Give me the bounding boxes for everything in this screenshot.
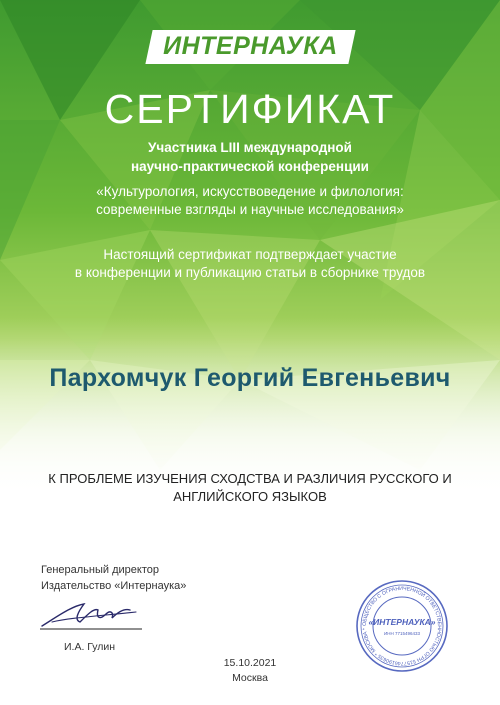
publisher-logo [0,30,500,64]
organization-stamp [354,578,450,674]
participant-line-2: научно-практической конференции [131,159,369,174]
director-name: И.А. Гулин [64,641,116,653]
conference-line-1: «Культурология, искусствоведение и филология: [96,184,404,199]
confirmation-line-1: Настоящий сертификат подтверждает участие [103,247,397,262]
director-organization: Издательство «Интернаука» [41,580,187,592]
stamp-center-text: «ИНТЕРНАУКА» [368,617,436,627]
logo-text: ИНТЕРНАУКА [162,32,338,60]
issue-city: Москва [232,672,268,684]
issue-date: 15.10.2021 [223,657,277,669]
director-block [41,562,186,594]
recipient-name: Пархомчук Георгий Евгеньевич [49,364,451,392]
director-signature [38,598,148,638]
article-title-line-1: К ПРОБЛЕМЕ ИЗУЧЕНИЯ СХОДСТВА И РАЗЛИЧИЯ РУССКОГО И [48,471,452,486]
certificate-title: СЕРТИФИКАТ [104,86,396,132]
article-title-line-2: АНГЛИЙСКОГО ЯЗЫКОВ [173,489,327,504]
stamp-inn-text: ИНН 7715496433 [383,631,421,636]
confirmation-line-2: в конференции и публикацию статьи в сборнике трудов [74,265,426,280]
confirmation-text [0,246,500,282]
conference-line-2: современные взгляды и научные исследования» [96,202,404,217]
article-title [20,470,480,506]
stamp-ring-text: ОБЩЕСТВО С ОГРАНИЧЕННОЙ ОТВЕТСТВЕННОСТЬЮ ОГРН 5157746190635 * МОСКВА * [361,585,443,667]
participant-line-1: Участника LIII международной [148,140,352,155]
participant-heading [0,138,500,176]
director-position: Генеральный директор [41,564,159,576]
conference-name [0,183,500,219]
